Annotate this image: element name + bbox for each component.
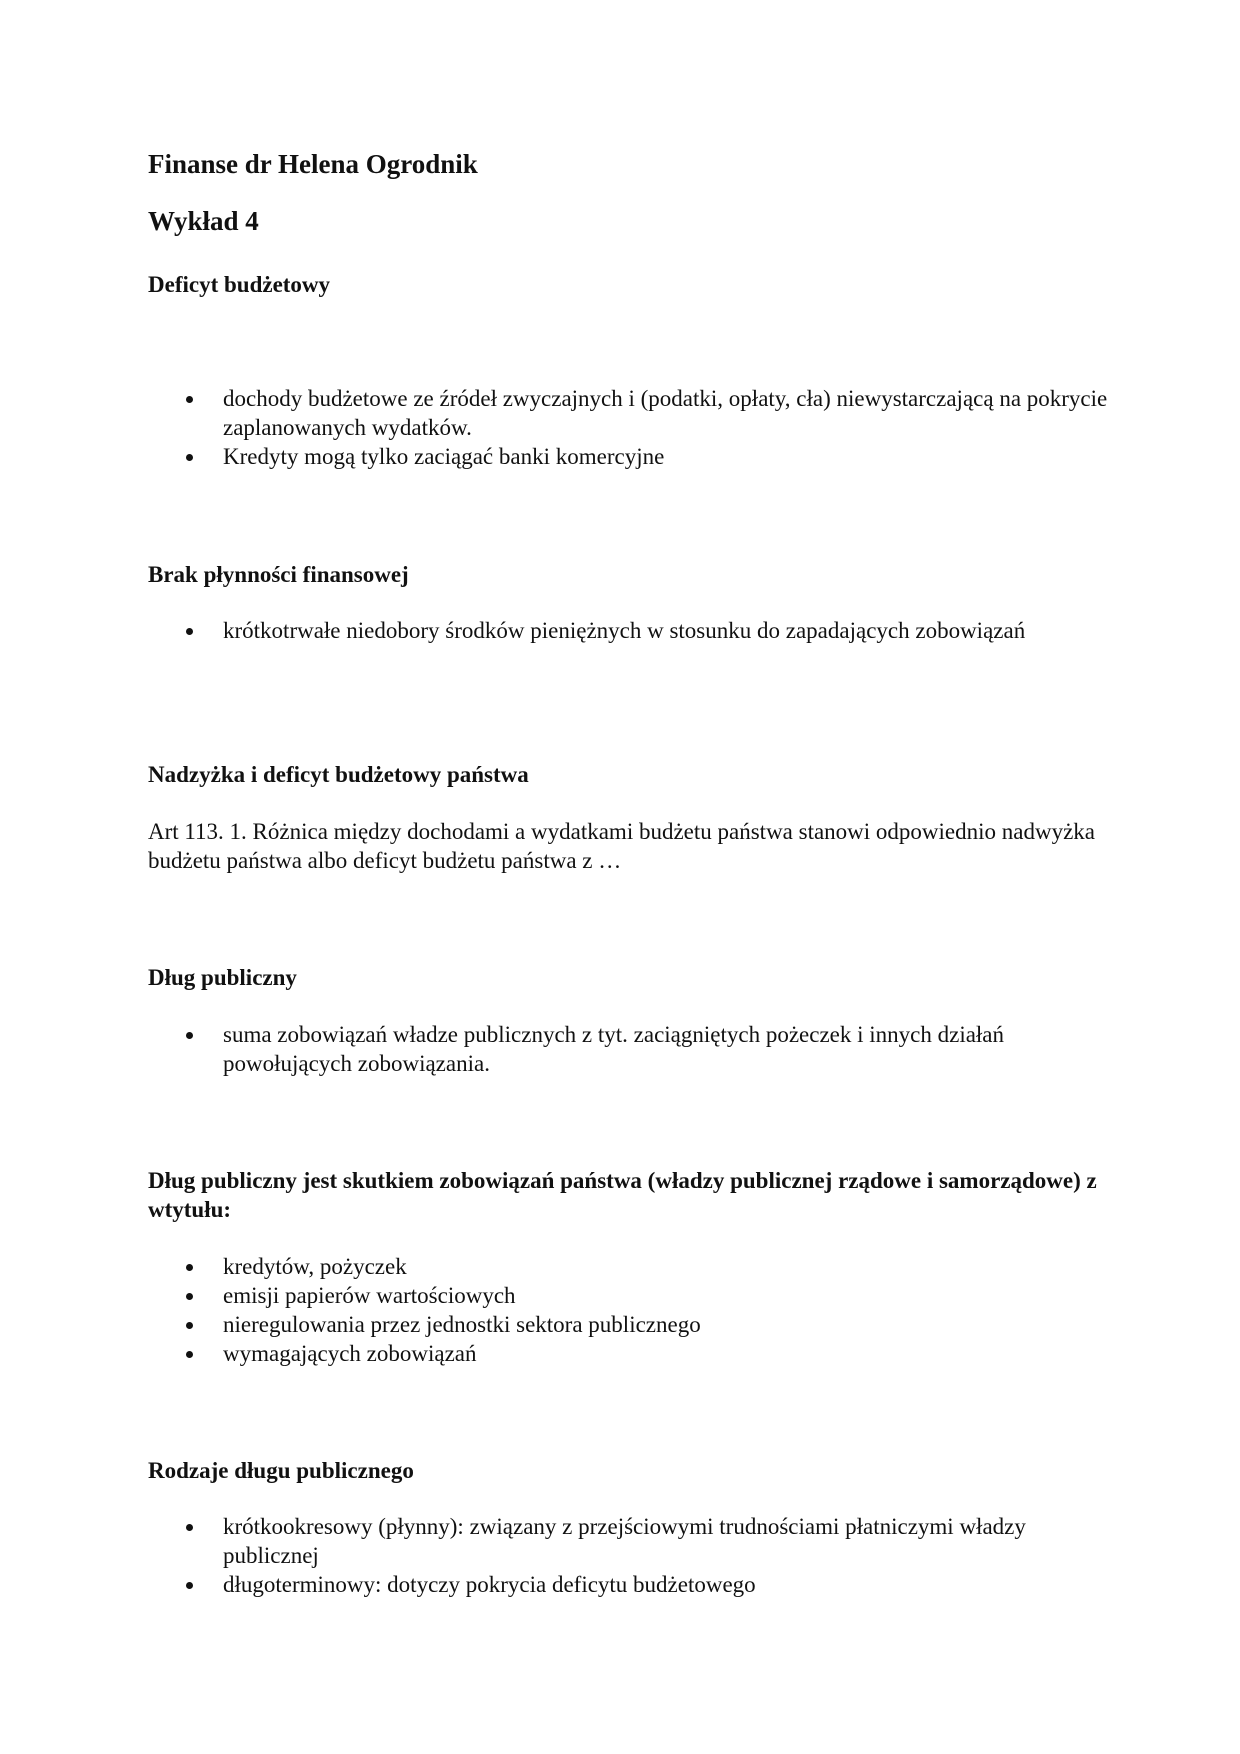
list-item: wymagających zobowiązań [148, 1339, 1108, 1368]
section-heading-public-debt: Dług publiczny [148, 965, 297, 990]
list-item: emisji papierów wartościowych [148, 1281, 1108, 1310]
bullet-icon [186, 628, 193, 635]
list-item: krótkookresowy (płynny): związany z przejściowymi trudnościami płatniczymi władzy publicznej [148, 1512, 1108, 1570]
bullet-icon [186, 1293, 193, 1300]
list-item: Kredyty mogą tylko zaciągać banki komercyjne [148, 442, 1108, 471]
bullet-icon [186, 454, 193, 461]
bullet-list-deficit [148, 384, 1108, 471]
bullet-icon [186, 1032, 193, 1039]
bullet-icon [186, 396, 193, 403]
bullet-list-debt-types [148, 1512, 1108, 1599]
lecture-number: Wykład 4 [148, 206, 259, 236]
section-heading-debt-types: Rodzaje długu publicznego [148, 1458, 414, 1483]
bullet-list-debt-causes [148, 1252, 1108, 1368]
bullet-icon [186, 1264, 193, 1271]
document-title: Finanse dr Helena Ogrodnik [148, 149, 478, 179]
bullet-icon [186, 1582, 193, 1589]
list-item: suma zobowiązań władze publicznych z tyt. zaciągniętych pożeczek i innych działań powołujących zobowiązania. [148, 1020, 1108, 1078]
bullet-icon [186, 1351, 193, 1358]
bullet-list-liquidity [148, 616, 1108, 645]
list-item: długoterminowy: dotyczy pokrycia deficytu budżetowego [148, 1570, 1108, 1599]
list-item: dochody budżetowe ze źródeł zwyczajnych i (podatki, opłaty, cła) niewystarczającą na pokrycie zaplanowanych wydatków. [148, 384, 1108, 442]
list-item: kredytów, pożyczek [148, 1252, 1108, 1281]
section-heading-deficit: Deficyt budżetowy [148, 272, 331, 297]
article-paragraph: Art 113. 1. Różnica między dochodami a wydatkami budżetu państwa stanowi odpowiednio nadwyżka budżetu państwa albo deficyt budżetu państwa z … [148, 819, 1096, 873]
section-heading-liquidity: Brak płynności finansowej [148, 562, 409, 587]
list-item: nieregulowania przez jednostki sektora publicznego [148, 1310, 1108, 1339]
bullet-icon [186, 1524, 193, 1531]
section-heading-debt-causes: Dług publiczny jest skutkiem zobowiązań państwa (władzy publicznej rządowe i samorządowe) z wtytułu: [148, 1168, 1097, 1222]
section-heading-surplus: Nadzyżka i deficyt budżetowy państwa [148, 762, 529, 787]
list-item: krótkotrwałe niedobory środków pieniężnych w stosunku do zapadających zobowiązań [148, 616, 1108, 645]
bullet-list-public-debt [148, 1020, 1108, 1078]
bullet-icon [186, 1322, 193, 1329]
